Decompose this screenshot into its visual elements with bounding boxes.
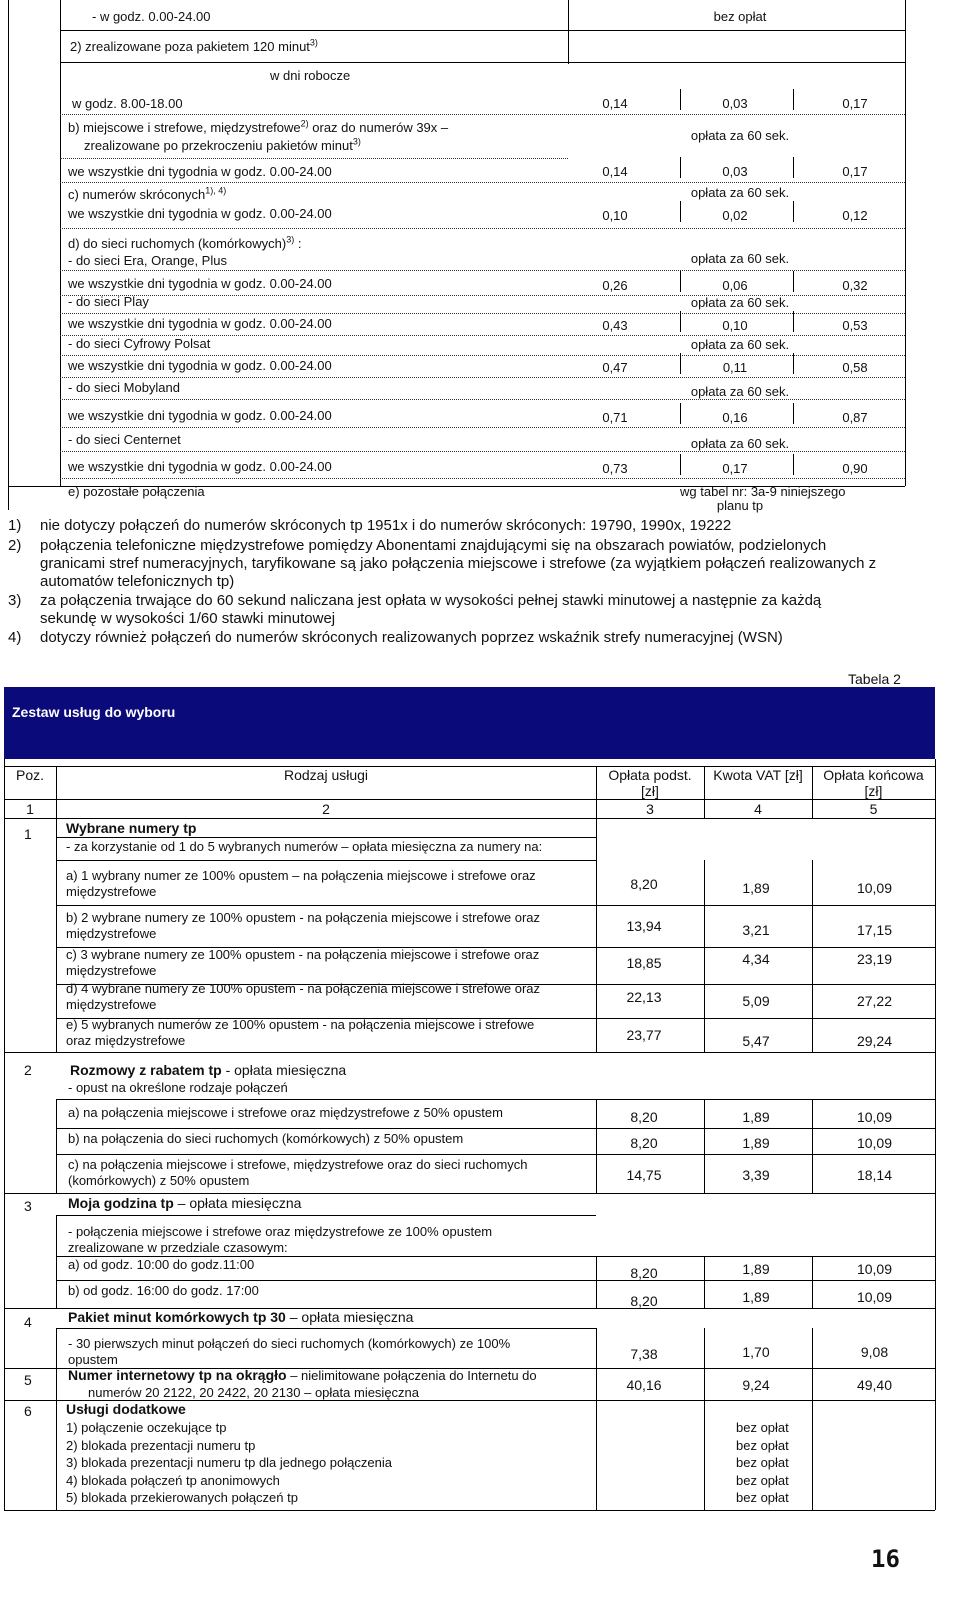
- value: 17,15: [856, 922, 893, 938]
- value: 23,19: [856, 951, 893, 967]
- value: 1,89: [742, 880, 770, 896]
- value: 4,34: [742, 951, 770, 967]
- value: 0,43: [602, 318, 628, 333]
- item-line: c) 3 wybrane numery ze 100% opustem - na połączenia miejscowe i strefowe oraz: [66, 947, 540, 962]
- footnote-line: za połączenia trwające do 60 sekund naliczana jest opłata w wysokości pełnej stawki minutowej a następnie za każdą: [40, 592, 822, 609]
- value-divider: [680, 454, 681, 475]
- item-line: (komórkowych) z 50% opustem: [68, 1173, 250, 1188]
- row-line: [4, 799, 935, 800]
- value: opłata za 60 sek.: [690, 185, 790, 200]
- value: 0,14: [602, 164, 628, 179]
- value: opłata za 60 sek.: [690, 337, 790, 352]
- text: - do sieci Mobyland: [68, 380, 180, 395]
- section-sub: - za korzystanie od 1 do 5 wybranych numerów – opłata miesięczna za numery na:: [66, 839, 543, 854]
- title-bold: Numer internetowy tp na okrągło: [68, 1367, 287, 1383]
- value: bez opłat: [736, 1490, 789, 1505]
- footnote-number: 1): [8, 517, 22, 534]
- value: 3,39: [742, 1167, 770, 1183]
- text: w dni robocze: [270, 68, 351, 83]
- grid-line: [60, 30, 905, 31]
- value: 10,09: [856, 1289, 893, 1305]
- value: 0,06: [722, 278, 748, 293]
- value-divider: [793, 157, 794, 178]
- item-line: opustem: [68, 1352, 118, 1367]
- footnote-ref: 3): [352, 136, 361, 147]
- value-divider: [793, 89, 794, 110]
- dotted-separator: [60, 114, 905, 115]
- value: 13,94: [626, 918, 662, 934]
- column-number: 3: [646, 801, 654, 817]
- section-sub: - opust na określone rodzaje połączeń: [68, 1080, 288, 1095]
- column-header: [zł]: [641, 783, 659, 799]
- table-bottom: [8, 486, 905, 487]
- tabela-label: Tabela 2: [848, 671, 901, 687]
- row-line: [56, 905, 935, 906]
- value-col-line: [704, 1368, 705, 1400]
- item-line: numerów 20 2122, 20 2422, 20 2130 – opłata miesięczna: [88, 1385, 420, 1400]
- text: we wszystkie dni tygodnia w godz. 0.00-24.00: [68, 408, 332, 423]
- footnote-line: granicami stref numeracyjnych, taryfikowane są jako połączenia miejscowe i strefowe (za wyjątkiem połączeń realizowanych z: [40, 555, 877, 572]
- value: opłata za 60 sek.: [690, 436, 790, 451]
- value: 8,20: [630, 1293, 658, 1309]
- value: 0,16: [722, 410, 748, 425]
- table-bottom: [4, 1510, 935, 1511]
- item-line: a) od godz. 10:00 do godz.11:00: [68, 1257, 255, 1272]
- row-line: [56, 1128, 935, 1129]
- value-divider: [793, 353, 794, 374]
- label-text: zrealizowane po przekroczeniu pakietów minut: [84, 138, 353, 153]
- label-text: oraz do numerów 39x –: [308, 120, 449, 135]
- row-line: [56, 860, 596, 861]
- header-bar: [4, 687, 935, 759]
- row-line: [56, 1280, 935, 1281]
- value: 0,26: [602, 278, 628, 293]
- header-title: Zestaw usług do wyboru: [12, 704, 176, 720]
- value: 9,24: [742, 1377, 770, 1393]
- value: 1,89: [742, 1135, 770, 1151]
- label-text: b) miejscowe i strefowe, międzystrefowe: [68, 120, 301, 135]
- value: 0,87: [842, 410, 868, 425]
- section-sub: - połączenia miejscowe i strefowe oraz międzystrefowe ze 100% opustem: [68, 1224, 493, 1239]
- value: 10,09: [856, 880, 893, 896]
- section-sub: zrealizowane w przedziale czasowym:: [68, 1240, 288, 1255]
- column-number: 4: [754, 801, 762, 817]
- poz: 3: [24, 1198, 32, 1214]
- value: 0,11: [722, 360, 748, 375]
- label-text: 2) zrealizowane poza pakietem 120 minut: [70, 39, 310, 54]
- section-title: [68, 1368, 537, 1383]
- item-line: oraz międzystrefowe: [66, 1033, 186, 1048]
- label-text: d) do sieci ruchomych (komórkowych): [68, 236, 287, 251]
- value-divider: [680, 353, 681, 374]
- value: planu tp: [716, 498, 764, 513]
- value: opłata za 60 sek.: [690, 384, 790, 399]
- title-rest: – opłata miesięczna: [285, 1309, 414, 1325]
- value: 0,53: [842, 318, 868, 333]
- text: - w godz. 0.00-24.00: [92, 9, 211, 24]
- value: wg tabel nr: 3a-9 niniejszego: [680, 484, 846, 499]
- value: opłata za 60 sek.: [690, 251, 790, 266]
- footnote-number: 2): [8, 537, 22, 554]
- dotted-separator: [60, 478, 905, 479]
- text: we wszystkie dni tygodnia w godz. 0.00-24.00: [68, 164, 332, 179]
- title-bold: Moja godzina tp: [68, 1195, 174, 1211]
- section-title: Wybrane numery tp: [66, 820, 197, 836]
- value: 40,16: [626, 1377, 662, 1393]
- value: 0,03: [722, 96, 748, 111]
- row-line: [4, 818, 935, 819]
- value: 0,71: [602, 410, 628, 425]
- column-header: Rodzaj usługi: [283, 767, 369, 783]
- value-col-line: [596, 1400, 597, 1510]
- text: e) pozostałe połączenia: [68, 484, 205, 499]
- value: 8,20: [630, 1265, 658, 1281]
- col-line: [56, 860, 57, 1052]
- col-line: [596, 818, 597, 860]
- section-title: [68, 1195, 301, 1212]
- page-number: 16: [871, 1545, 900, 1573]
- value: 1,89: [742, 1261, 770, 1277]
- column-number: 1: [26, 801, 34, 817]
- value: 49,40: [856, 1377, 893, 1393]
- item-line: b) od godz. 16:00 do godz. 17:00: [68, 1283, 259, 1298]
- footnote-number: 3): [8, 592, 22, 609]
- text: [68, 236, 301, 251]
- item-line: międzystrefowe: [66, 926, 157, 941]
- value-divider: [680, 201, 681, 222]
- col-line: [56, 1328, 57, 1368]
- value: 0,90: [842, 461, 868, 476]
- item-line: - 30 pierwszych minut połączeń do sieci ruchomych (komórkowych) ze 100%: [68, 1336, 511, 1351]
- value-divider: [793, 454, 794, 475]
- value: 0,10: [722, 318, 748, 333]
- footnote-line: sekundę w wysokości 1/60 stawki minutowej: [40, 610, 336, 627]
- row-line: [56, 1328, 596, 1329]
- value: 5,09: [742, 993, 770, 1009]
- value-col-line: [704, 1400, 705, 1510]
- section-title: [68, 1309, 413, 1326]
- col-line: [56, 1099, 57, 1193]
- poz: 1: [24, 826, 32, 842]
- column-header: [zł]: [864, 783, 883, 799]
- label-text: c) numerów skróconych: [68, 187, 206, 202]
- column-header: Poz.: [15, 767, 44, 783]
- value: 0,02: [722, 208, 748, 223]
- text: - do sieci Centernet: [68, 432, 181, 447]
- text: [68, 120, 448, 135]
- item-line: c) na połączenia miejscowe i strefowe, międzystrefowe oraz do sieci ruchomych: [68, 1157, 528, 1172]
- item-line: międzystrefowe: [66, 884, 157, 899]
- text: w godz. 8.00-18.00: [72, 96, 183, 111]
- footnote-number: 4): [8, 629, 22, 646]
- item-line: 2) blokada prezentacji numeru tp: [66, 1437, 256, 1453]
- value-divider: [793, 201, 794, 222]
- footnote-ref: 3): [286, 234, 295, 245]
- value: 29,24: [856, 1033, 893, 1049]
- item-line: 1) połączenie oczekujące tp: [66, 1420, 227, 1435]
- dotted-separator: [60, 182, 905, 183]
- value-divider: [680, 311, 681, 332]
- value: 9,08: [860, 1344, 889, 1360]
- column-number: 5: [869, 801, 878, 817]
- dotted-separator: [60, 270, 905, 271]
- dotted-separator: [60, 355, 905, 356]
- column-header: Opłata końcowa: [823, 767, 924, 783]
- section-title: [70, 1062, 346, 1079]
- footnote-ref: 3): [309, 37, 318, 48]
- poz: 2: [24, 1062, 32, 1078]
- footnote-ref: 1), 4): [205, 185, 227, 196]
- value-divider: [680, 271, 681, 292]
- value-divider: [793, 403, 794, 424]
- value-col-line: [596, 1368, 597, 1400]
- value: opłata za 60 sek.: [690, 295, 790, 310]
- value: 1,89: [742, 1109, 770, 1125]
- dotted-separator: [60, 399, 905, 400]
- value-divider: [680, 403, 681, 424]
- value-divider: [793, 271, 794, 292]
- text: we wszystkie dni tygodnia w godz. 0.00-24.00: [68, 459, 332, 474]
- value-divider: [793, 311, 794, 332]
- label-text: :: [294, 236, 302, 251]
- value-col-line: [812, 1400, 813, 1510]
- column-header: Kwota VAT [zł]: [713, 767, 803, 783]
- value: 8,20: [630, 876, 658, 892]
- text: - do sieci Era, Orange, Plus: [68, 253, 227, 268]
- value: 10,09: [856, 1109, 893, 1125]
- value-col-line: [812, 1368, 813, 1400]
- value: 0,14: [602, 96, 628, 111]
- col-line: [56, 818, 57, 860]
- value: 18,14: [856, 1167, 893, 1183]
- value: 10,09: [856, 1261, 893, 1277]
- value: bez opłat: [736, 1437, 789, 1453]
- item-line: b) 2 wybrane numery ze 100% opustem - na połączenia miejscowe i strefowe oraz: [66, 910, 541, 925]
- value: 3,21: [742, 922, 770, 938]
- text: - do sieci Cyfrowy Polsat: [68, 336, 211, 351]
- value-divider: [680, 157, 681, 178]
- item-line: 5) blokada przekierowanych połączeń tp: [66, 1490, 298, 1505]
- value: 0,17: [842, 96, 868, 111]
- dotted-separator: [60, 158, 568, 159]
- text: we wszystkie dni tygodnia w godz. 0.00-24.00: [68, 276, 332, 291]
- value: 0,12: [842, 208, 868, 223]
- item-line: 3) blokada prezentacji numeru tp dla jednego połączenia: [66, 1455, 392, 1470]
- value: 0,03: [722, 164, 748, 179]
- value: 1,89: [742, 1289, 770, 1305]
- value: 0,17: [842, 164, 868, 179]
- value: 1,70: [742, 1344, 770, 1360]
- value: 27,22: [856, 993, 893, 1009]
- value: 8,20: [630, 1135, 658, 1151]
- item-line: b) na połączenia do sieci ruchomych (komórkowych) z 50% opustem: [68, 1131, 464, 1146]
- footnote-line: automatów telefonicznych tp): [40, 573, 235, 590]
- text: [70, 39, 318, 54]
- poz: 5: [24, 1372, 32, 1388]
- value: 10,09: [856, 1135, 893, 1151]
- text: we wszystkie dni tygodnia w godz. 0.00-24.00: [68, 358, 332, 373]
- value: 23,77: [626, 1027, 662, 1043]
- item-line: a) na połączenia miejscowe i strefowe oraz międzystrefowe z 50% opustem: [68, 1105, 503, 1120]
- footnote-line: dotyczy również połączeń do numerów skróconych realizowanych poprzez wskaźnik strefy numeracyjnej (WSN): [40, 629, 783, 646]
- col-line: [56, 1368, 57, 1400]
- item-line: międzystrefowe: [66, 997, 157, 1012]
- value: bez opłat: [713, 9, 767, 24]
- value: 0,32: [842, 278, 868, 293]
- dotted-separator: [60, 313, 905, 314]
- item-line: 4) blokada połączeń tp anonimowych: [66, 1472, 280, 1488]
- column-number: 2: [322, 801, 330, 817]
- text: [68, 187, 226, 202]
- table-inner-edge: [60, 0, 61, 486]
- table-left-edge: [8, 0, 9, 510]
- row-line: [56, 1215, 596, 1216]
- footnote-line: połączenia telefoniczne międzystrefowe pomiędzy Abonentami znajdującymi się na obszarach powiatów, podzielonych: [40, 537, 827, 554]
- item-line: a) 1 wybrany numer ze 100% opustem – na połączenia miejscowe i strefowe oraz: [66, 868, 536, 883]
- poz: 6: [24, 1403, 32, 1419]
- section-title: Usługi dodatkowe: [66, 1401, 186, 1417]
- value: 0,73: [602, 461, 628, 476]
- value: 0,10: [602, 208, 628, 223]
- title-bold: Rozmowy z rabatem tp: [70, 1062, 222, 1078]
- value: 18,85: [626, 955, 662, 971]
- dotted-separator: [60, 228, 905, 229]
- text: we wszystkie dni tygodnia w godz. 0.00-24.00: [68, 316, 332, 331]
- poz: 4: [24, 1314, 32, 1330]
- value: bez opłat: [736, 1472, 789, 1488]
- column-header: Opłata podst.: [608, 767, 692, 783]
- value: 0,58: [842, 360, 868, 375]
- col-line: [56, 1215, 57, 1308]
- col-line: [4, 759, 5, 1510]
- dotted-separator: [60, 451, 905, 452]
- title-bold: Pakiet minut komórkowych tp 30: [68, 1309, 286, 1325]
- dotted-separator: [60, 427, 905, 428]
- row-line: [4, 1193, 935, 1194]
- value: bez opłat: [736, 1420, 789, 1435]
- text: we wszystkie dni tygodnia w godz. 0.00-24.00: [68, 206, 332, 221]
- item-line: d) 4 wybrane numery ze 100% opustem - na połączenia miejscowe i strefowe oraz: [66, 981, 541, 996]
- value: opłata za 60 sek.: [690, 128, 790, 143]
- value: 5,47: [742, 1033, 770, 1049]
- value: 22,13: [626, 989, 662, 1005]
- row-line: [56, 837, 596, 838]
- item-line: e) 5 wybranych numerów ze 100% opustem - na połączenia miejscowe i strefowe: [66, 1017, 535, 1032]
- row-line: [56, 1099, 935, 1100]
- value-divider: [680, 89, 681, 110]
- value: 8,20: [630, 1109, 658, 1125]
- row-line: [56, 1154, 935, 1155]
- column-divider: [568, 0, 569, 64]
- value: 7,38: [630, 1346, 658, 1362]
- value: 0,47: [602, 360, 628, 375]
- title-rest: – nielimitowane połączenia do Internetu do: [286, 1368, 537, 1383]
- title-rest: - opłata miesięczna: [221, 1062, 347, 1078]
- value: bez opłat: [736, 1455, 789, 1470]
- text: [84, 138, 361, 153]
- row-line: [4, 1052, 935, 1053]
- item-line: międzystrefowe: [66, 963, 157, 978]
- grid-line: [60, 62, 905, 63]
- value: 0,17: [722, 461, 748, 476]
- text: - do sieci Play: [68, 294, 149, 309]
- dotted-separator: [60, 377, 905, 378]
- title-rest: – opłata miesięczna: [173, 1195, 302, 1211]
- value: 14,75: [626, 1167, 662, 1183]
- footnote-ref: 2): [300, 118, 309, 129]
- footnote-line: nie dotyczy połączeń do numerów skróconych tp 1951x i do numerów skróconych: 19790, 1990x, 19222: [40, 517, 732, 534]
- col-line: [56, 1400, 57, 1510]
